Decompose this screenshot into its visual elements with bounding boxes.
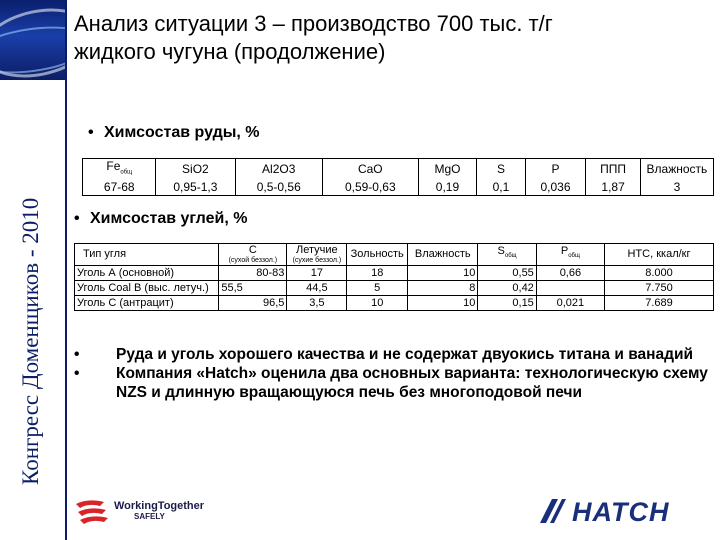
corner-graphic [0,0,65,80]
coal-htc: 8.000 [604,266,713,281]
coal-ash: 18 [347,266,408,281]
bullet-text: Руда и уголь хорошего качества и не содержат двуокись титана и ванадий [116,346,694,363]
coal-moisture: 10 [408,296,478,311]
title-line-2: жидкого чугуна (продолжение) [74,39,386,64]
vertical-divider [65,0,67,540]
ore-value-row [74,179,714,196]
coal-htc: 7.689 [604,296,713,311]
ore-v-mgo: 0,19 [418,179,477,196]
ore-heading [88,124,260,142]
coal-s: 0,42 [478,281,536,296]
coal-h-ash: Зольность [347,244,408,266]
coal-s: 0,55 [478,266,536,281]
coal-c: 80-83 [219,266,287,281]
coal-p: 0,66 [536,266,604,281]
bullet-text: Компания «Hatch» оценила два основных варианта: технологическую схему NZS и длинную вращающуюся печь без многоподовой печи [116,365,708,401]
coal-table [74,243,714,311]
ore-h-ppp: ППП [586,159,641,180]
ore-v-ppp: 1,87 [586,179,641,196]
ore-v-s: 0,1 [477,179,525,196]
coal-ash: 5 [347,281,408,296]
ore-spacer [74,179,83,196]
ore-h-cao: CaO [322,159,418,180]
coal-heading-text: Химсостав углей, % [90,210,248,227]
coal-moisture: 8 [408,281,478,296]
bullet-item [74,345,714,364]
ore-v-moisture: 3 [640,179,713,196]
coal-header-row [75,244,714,266]
coal-row [75,266,714,281]
working-together-logo [74,498,234,526]
wt-logo-subtext: SAFELY [134,512,165,521]
coal-heading [74,210,247,228]
coal-h-c: С (сухой беззол.) [219,244,287,266]
coal-row [75,296,714,311]
coal-h-s: $S_{общ}$ [478,244,536,266]
wt-swoosh-icon [74,498,112,524]
ore-heading-text: Химсостав руды, % [104,124,260,141]
ore-h-sio2: SiO2 [156,159,235,180]
summary-bullets [74,345,714,402]
coal-h-type: Тип угля [75,244,219,266]
coal-htc: 7.750 [604,281,713,296]
ore-v-fe: 67-68 [83,179,156,196]
slide-title [74,10,714,66]
ore-v-p: 0,036 [525,179,586,196]
coal-volatile: 17 [287,266,347,281]
ore-v-sio2: 0,95-1,3 [156,179,235,196]
coal-volatile: 44,5 [287,281,347,296]
ore-h-fe: $Fe_{общ}$ [83,159,156,180]
coal-s: 0,15 [478,296,536,311]
ore-h-mgo: MgO [418,159,477,180]
coal-p: 0,021 [536,296,604,311]
bullet-item [74,364,714,402]
coal-moisture: 10 [408,266,478,281]
ore-h-s: S [477,159,525,180]
coal-p [536,281,604,296]
side-caption: Конгресс Доменщиков - 2010 [18,197,43,485]
hatch-logo-text: HATCH [572,497,670,527]
ore-v-al2o3: 0,5-0,56 [235,179,322,196]
coal-h-htc: НТС, ккал/кг [604,244,713,266]
coal-h-p: $P_{общ}$ [536,244,604,266]
coal-ash: 10 [347,296,408,311]
ore-h-moisture: Влажность [640,159,713,180]
bullet-dot: • [88,124,94,141]
ore-table [74,158,714,196]
bullet-dot: • [74,346,80,363]
bullet-dot: • [74,210,80,227]
ore-header-row [74,159,714,180]
ore-v-cao: 0,59-0,63 [322,179,418,196]
coal-h-volatile: Летучие (сухие беззол.) [287,244,347,266]
coal-row [75,281,714,296]
title-line-1: Анализ ситуации 3 – производство 700 тыс. т/г [74,11,553,36]
ore-h-p: P [525,159,586,180]
coal-h-moisture: Влажность [408,244,478,266]
coal-c: 55,5 [219,281,287,296]
coal-type: Уголь C (антрацит) [75,296,219,311]
ore-spacer [74,159,83,180]
ore-h-al2o3: Al2O3 [235,159,322,180]
coal-type: Уголь Coal B (выс. летуч.) [75,281,219,296]
coal-type: Уголь А (основной) [75,266,219,281]
wt-logo-text: WorkingTogether [114,500,205,512]
hatch-mark-icon [538,497,568,525]
hatch-logo [538,497,713,527]
coal-volatile: 3,5 [287,296,347,311]
coal-c: 96,5 [219,296,287,311]
bullet-dot: • [74,365,80,382]
